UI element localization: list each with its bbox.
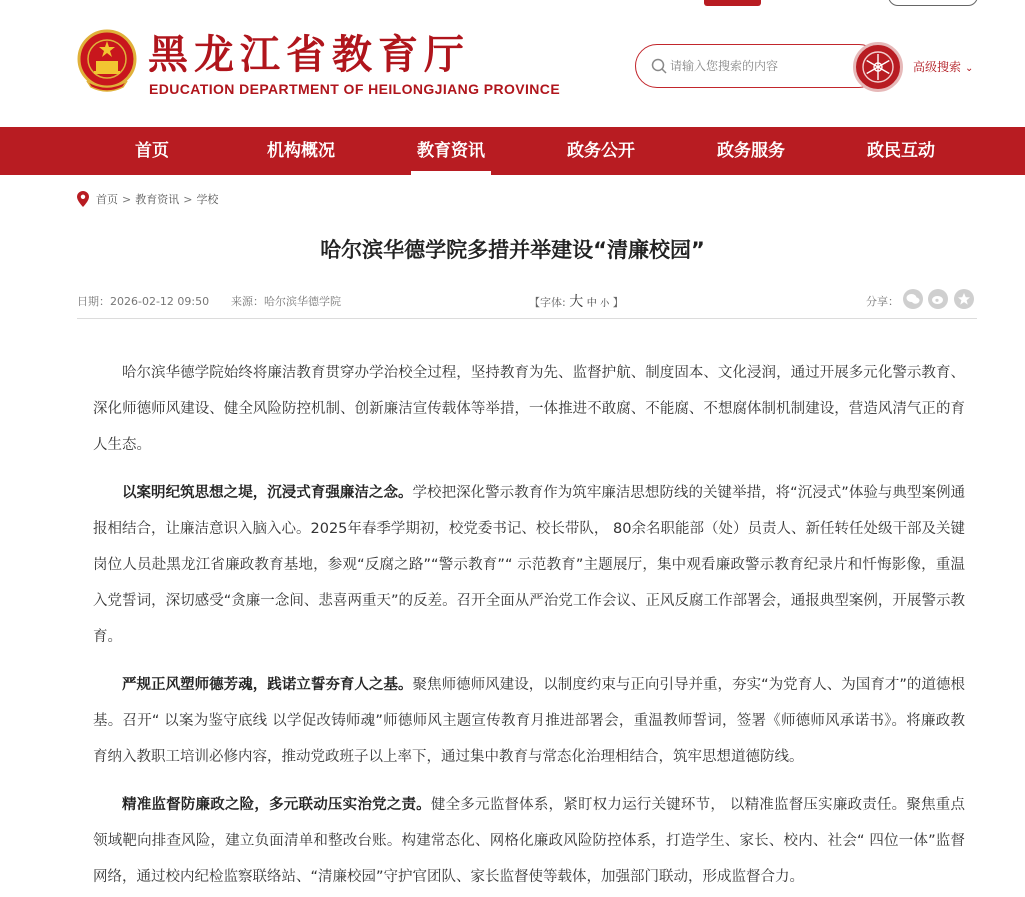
paragraph-text: 哈尔滨华德学院始终将廉洁教育贯穿办学治校全过程，坚持教育为先、监督护航、制度固本、文化浸润，通过开展多元化警示教育、深化师德师风建设、健全风险防控机制、创新廉洁宣传载体等举措，一体推进不敢腐、不能腐、不想腐体制机制建设，营造风清气正的育人生态。 (93, 365, 965, 453)
search-button[interactable] (853, 42, 903, 92)
breadcrumb-school[interactable]: 学校 (196, 193, 219, 206)
font-size-large-button[interactable]: 大 (569, 294, 584, 310)
snowflake-icon (860, 49, 896, 85)
search-input[interactable] (670, 56, 850, 76)
article-paragraph (93, 787, 965, 895)
article-meta (77, 286, 977, 316)
nav-item-services[interactable]: 政务服务 (717, 141, 785, 161)
share-label: 分享： (866, 295, 899, 308)
font-size-small-button[interactable]: 小 (600, 299, 610, 309)
breadcrumb (77, 191, 218, 207)
font-label-open: 【字体: (529, 296, 566, 309)
nav-item-home[interactable]: 首页 (135, 141, 169, 161)
article-date (77, 293, 209, 309)
location-pin-icon (77, 191, 89, 207)
article-paragraph (93, 355, 965, 463)
article-title: 哈尔滨华德学院多措并举建设“清廉校园” (320, 238, 705, 262)
breadcrumb-news[interactable]: 教育资讯 (135, 193, 180, 206)
paragraph-text: 聚焦师德师风建设，以制度约束与正向引导并重，夯实“为党育人、为国育才”的道德根基。召开“ 以案为鉴守底线 以学促改铸师魂”师德师风主题宣传教育月推进部署会，重温教师誓词，签署《师德师风承诺书》。将廉政教育纳入教职工培训必修内容，推动党政班子以上率下，通过集中教育与常态化治理相结合，筑牢思想道德防线。 (93, 677, 965, 765)
nav-item-government-affairs[interactable]: 政务公开 (567, 141, 635, 161)
nav-item-news[interactable]: 教育资讯 (411, 127, 491, 175)
breadcrumb-home[interactable]: 首页 (96, 193, 118, 206)
paragraph-lead: 以案明纪筑思想之堤，沉浸式育强廉洁之念。 (122, 485, 413, 501)
meta-divider (77, 318, 977, 319)
source-value: 哈尔滨华德学院 (264, 295, 341, 308)
search-box[interactable] (635, 44, 881, 88)
site-subtitle: EDUCATION DEPARTMENT OF HEILONGJIANG PROVINCE (149, 81, 561, 97)
search-icon (650, 57, 668, 75)
article-paragraph (93, 475, 965, 655)
article-source (231, 293, 341, 309)
article-content (93, 355, 965, 897)
article-paragraph (93, 667, 965, 775)
paragraph-lead: 精准监督防廉政之险，多元联动压实治党之责。 (122, 797, 431, 813)
breadcrumb-separator: > (183, 192, 193, 206)
date-label: 日期： (77, 295, 110, 308)
nav-item-interaction[interactable]: 政民互动 (867, 141, 935, 161)
breadcrumb-separator: > (122, 192, 132, 206)
advanced-search-link[interactable] (913, 58, 973, 75)
nav-item-about[interactable]: 机构概况 (267, 141, 335, 161)
chevron-down-icon: ⌄ (965, 63, 974, 74)
source-label: 来源： (231, 295, 264, 308)
qzone-icon[interactable] (954, 289, 974, 309)
advanced-search-label: 高级搜索 (913, 60, 962, 74)
date-value: 2026-02-12 09:50 (110, 295, 210, 308)
site-header (0, 0, 1025, 127)
paragraph-text: 学校把深化警示教育作为筑牢廉洁思想防线的关键举措，将“沉浸式”体验与典型案例通报相结合，让廉洁意识入脑入心。2025年春季学期初，校党委书记、校长带队， 80余名职能部（处）员责人、新任转任处级干部及关键岗位人员赴黑龙江省廉政教育基地，参观“反腐之路”“警示教育”“ 示范教育”主题展厅，集中观看廉政警示教育纪录片和忏悔影像，重温入党誓词，深切感受“贪廉一念间、悲喜两重天”的反差。召开全面从严治党工作会议、正风反腐工作部署会，通报典型案例，开展警示教育。 (93, 485, 965, 645)
font-size-switcher (529, 291, 624, 311)
font-label-close: 】 (612, 296, 624, 309)
weibo-icon[interactable] (928, 289, 948, 309)
paragraph-text: 健全多元监督体系，紧盯权力运行关键环节， 以精准监督压实廉政责任。聚焦重点领域靶向排查风险，建立负面清单和整改台账。构建常态化、网格化廉政风险防控体系，打造学生、家长、校内、社会“ 四位一体”监督网络，通过校内纪检监察联络站、“清廉校园”守护官团队、家长监督使等载体，加强部门联动，形成监督合力。 (93, 797, 966, 885)
main-nav (0, 127, 1025, 175)
font-size-medium-button[interactable]: 中 (586, 298, 597, 309)
site-title: 黑龙江省教育厅 (148, 31, 470, 78)
national-emblem-icon (77, 29, 137, 93)
wechat-icon[interactable] (903, 289, 923, 309)
paragraph-lead: 严规正风塑师德芳魂，践诺立誓夯育人之基。 (122, 677, 413, 693)
